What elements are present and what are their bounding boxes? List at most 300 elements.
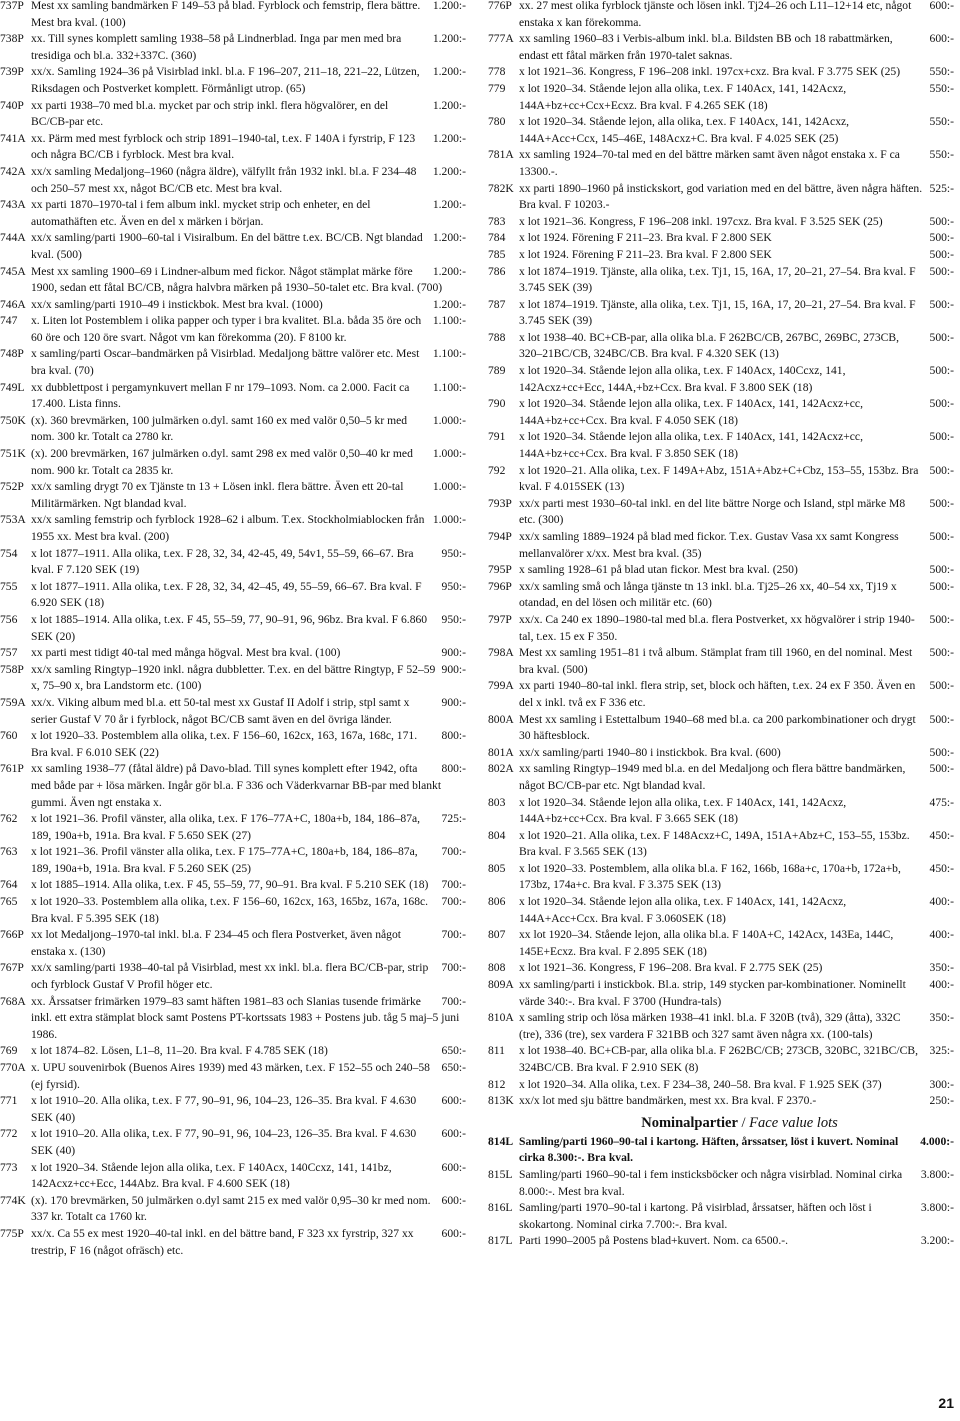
lot-number: 808 (488, 961, 506, 975)
lot-entry (488, 579, 960, 612)
lot-price: 1.200:- (432, 0, 466, 12)
lot-description-block (519, 745, 960, 762)
lot-description-block (31, 1093, 472, 1126)
lot-number: 768A (0, 994, 26, 1008)
lot-entry (488, 247, 960, 264)
lot-number: 759A (0, 695, 26, 709)
lot-description: Mest xx samling 1900–69 i Lindner-album med fickor. Något stämplat märke före 1900, sedan ett fåtal BC/CB, några halvbra märken på 1930–50-talet etc. Bra kval. (700) (31, 264, 443, 295)
lot-entry (0, 164, 472, 197)
lot-number: 754 (0, 546, 18, 560)
lot-description-block (31, 230, 472, 263)
lot-description-block (519, 363, 960, 396)
lot-price: 250:- (929, 1094, 954, 1108)
lot-number: 810A (488, 1011, 514, 1025)
lot-entry (488, 1233, 960, 1250)
lot-description: x lot 1920–34. Stående lejon alla olika, t.ex. F 140Acx, 141, 142Acxz+cc, 144A+bz+cc+Ccx. Bra kval. F 3.850 SEK (18) (519, 430, 863, 461)
lot-number: 769 (0, 1044, 18, 1058)
lot-description: x lot 1921–36. Profil vänster alla olika, t.ex. F 175–77A+C, 180a+b, 184, 186–87a, 189, 190a+b, 191a. Bra kval. F 5.260 SEK (25) (31, 845, 418, 875)
lot-description: xx samling 1924–70-tal med en del bättre märken samt även något enstaka x. F ca 13300.-. (519, 148, 900, 178)
lot-entry (488, 181, 960, 214)
lot-price: 500:- (929, 712, 954, 726)
left-column (0, 0, 472, 1259)
lot-number: 783 (488, 214, 506, 228)
lot-price: 700:- (441, 878, 466, 892)
lot-description-block (31, 546, 472, 579)
lot-number: 746A (0, 297, 26, 311)
lot-price: 500:- (929, 397, 954, 411)
lot-description-block (519, 579, 960, 612)
lot-price: 700:- (441, 994, 466, 1008)
lot-price: 500:- (929, 364, 954, 378)
lot-description: Samling/parti 1960–90-tal i fem insticksböcker och några visirblad. Nominal cirka 8.000:-. Mest bra kval. (519, 1167, 903, 1198)
lot-price: 500:- (929, 330, 954, 344)
lot-number: 757 (0, 646, 18, 660)
lot-description-block (31, 579, 472, 612)
lot-price: 700:- (441, 928, 466, 942)
lot-entry (488, 64, 960, 81)
lot-price: 500:- (929, 646, 954, 660)
lot-number: 772 (0, 1127, 18, 1141)
lot-price: 550:- (929, 81, 954, 95)
lot-entry (0, 230, 472, 263)
lot-description: xx/x samling drygt 70 ex Tjänste tn 13 + Lösen inkl. flera bättre. Även ett 20-tal Militärmärken. Ngt blandad kval. (31, 480, 404, 510)
lot-number: 737P (0, 0, 24, 12)
lot-description-block (31, 264, 472, 297)
lot-price: 500:- (929, 231, 954, 245)
lot-price: 1.000:- (432, 480, 466, 494)
lot-price: 450:- (929, 828, 954, 842)
lot-number: 809A (488, 978, 514, 992)
lot-number: 784 (488, 231, 506, 245)
lot-price: 1.200:- (432, 131, 466, 145)
lot-description: Samling/parti 1960–90-tal i kartong. Häften, årssatser, löst i kuvert. Nominal cirka 8.300:-. Bra kval. (519, 1134, 899, 1165)
lot-description-block (519, 977, 960, 1010)
lot-number: 767P (0, 961, 24, 975)
lot-description-block (519, 861, 960, 894)
lot-description: x samling 1928–61 på blad utan fickor. Mest bra kval. (250) (519, 563, 798, 577)
lot-price: 600:- (441, 1193, 466, 1207)
lot-number: 788 (488, 330, 506, 344)
lot-price: 500:- (929, 762, 954, 776)
lot-description: xx/x. Ca 55 ex mest 1920–40-tal inkl. en del bättre band, F 323 xx fyrstrip, 327 xx trestrip, F 16 (något ofräsch) etc. (31, 1226, 414, 1257)
lot-number: 771 (0, 1094, 18, 1108)
lot-description-block (519, 230, 960, 247)
lot-description-block (31, 761, 472, 811)
lot-description: xx dubblettpost i pergamynkuvert mellan F nr 179–1093. Nom. ca 2.000. Facit ca 17.400. Lista finns. (31, 380, 410, 411)
lot-entry (0, 98, 472, 131)
lot-description-block (519, 678, 960, 711)
lot-description: xx lot Medaljong–1970-tal inkl. bl.a. F 234–45 och flera Postverket, även något enstaka x. (130) (31, 928, 401, 958)
lot-price: 950:- (441, 546, 466, 560)
lot-description-block (31, 1160, 472, 1193)
lot-description-block (31, 1060, 472, 1093)
lot-description-block (519, 0, 960, 31)
lot-description-block (519, 1093, 960, 1110)
lot-number: 753A (0, 513, 26, 527)
lot-price: 1.200:- (432, 164, 466, 178)
lot-price: 650:- (441, 1061, 466, 1074)
lot-number: 751K (0, 447, 26, 461)
lot-description-block (31, 512, 472, 545)
lot-number: 748P (0, 347, 24, 361)
lot-number: 782K (488, 181, 514, 195)
lot-price: 800:- (441, 762, 466, 776)
lot-number: 815L (488, 1167, 513, 1181)
lot-number: 752P (0, 480, 24, 494)
lot-description: x lot 1920–34. Stående lejon alla olika, t.ex. F 140Acx, 140Ccxz, 141, 142Acxz+cc+Ecc, 144A,+bz+Ccx. Bra kval. F 3.800 SEK (18) (519, 364, 846, 394)
lot-price: 600:- (929, 0, 954, 12)
lot-description-block (31, 297, 472, 314)
lot-entry (0, 844, 472, 877)
lot-price: 500:- (929, 247, 954, 261)
lot-price: 400:- (929, 978, 954, 992)
lot-number: 779 (488, 81, 506, 95)
lot-description-block (31, 64, 472, 97)
lot-description: xx lot 1920–34. Stående lejon, alla olika bl.a. F 140A+C, 142Acx, 143Ea, 144C, 145E+Ecxz. Bra kval. F 2.895 SEK (18) (519, 928, 894, 958)
lot-price: 300:- (929, 1077, 954, 1091)
lot-entry (0, 313, 472, 346)
lot-entry (488, 147, 960, 180)
lot-price: 400:- (929, 895, 954, 909)
lot-description: xx. Till synes komplett samling 1938–58 på Lindnerblad. Inga par men med bra tresidiga och bl.a. 332+337C. (360) (31, 32, 402, 62)
lot-entry (0, 446, 472, 479)
lot-description: (x). 360 brevmärken, 100 julmärken o.dyl. samt 160 ex med valör 0,50–5 kr med nom. 300 kr. Totalt ca 2780 kr. (31, 413, 408, 444)
lot-entry (488, 861, 960, 894)
lot-entry (0, 612, 472, 645)
lot-description-block (31, 994, 472, 1044)
lot-number: 796P (488, 579, 512, 593)
lot-description: x lot 1874–1919. Tjänste, alla olika, t.ex. Tj1, 15, 16A, 17, 20–21, 27–54. Bra kval. F 3.745 SEK (39) (519, 264, 916, 295)
lot-description: xx samling Ringtyp–1949 med bl.a. en del Medaljong och flera bättre bandmärken, något BC/CB-par etc. Ngt blandad kval. (519, 762, 906, 792)
lot-price: 900:- (441, 646, 466, 660)
lot-entry (488, 230, 960, 247)
lot-description: x lot 1885–1914. Alla olika, t.ex. F 45, 55–59, 77, 90–91. Bra kval. F 5.210 SEK (18) (31, 878, 429, 892)
lot-description-block (519, 562, 960, 579)
lot-description: x samling/parti Oscar–bandmärken på Visirblad. Medaljong bättre valörer etc. Mest bra kval. (70) (31, 347, 420, 378)
lot-description-block (31, 844, 472, 877)
lot-description: xx parti 1890–1960 på instickskort, god variation med en del bättre, även några häften. Bra kval. F 10203.- (519, 181, 923, 212)
lot-description: x lot 1920–34. Stående lejon alla olika, t.ex. F 140Acx, 141, 142Acxz, 144A+Acc+Ccx. Bra kval. F 3.060SEK (18) (519, 895, 847, 925)
lot-price: 1.200:- (432, 65, 466, 79)
lot-number: 785 (488, 247, 506, 261)
lot-number: 805 (488, 861, 506, 875)
lot-number: 780 (488, 115, 506, 129)
lot-entry (0, 197, 472, 230)
lot-description: xx/x samling 1889–1924 på blad med fickor. T.ex. Gustav Vasa xx samt Kongress mellanvalörer x/xx. Mest bra kval. (35) (519, 530, 899, 560)
lot-description: x lot 1874–1919. Tjänste, alla olika, t.ex. Tj1, 15, 16A, 17, 20–21, 27–54. Bra kval. F 3.745 SEK (39) (519, 297, 916, 328)
lot-price: 500:- (929, 297, 954, 311)
lot-description-block (519, 712, 960, 745)
lot-number: 794P (488, 530, 512, 543)
lot-entry (0, 31, 472, 64)
lot-entry (0, 297, 472, 314)
lot-description: xx. Pärm med mest fyrblock och strip 1891–1940-tal, t.ex. F 140A i fyrstrip, F 123 och några BC/CB i fyrblock. Mest bra kval. (31, 131, 416, 162)
lot-entry (0, 546, 472, 579)
lot-description: xx. Årssatser frimärken 1979–83 samt häften 1981–83 och Slanias tusende frimärke inkl. ett extra stämplat block samt Postens PT-kortssats 1983 + Postens jub. tåg 5 maj–5 juni 1986. (31, 994, 460, 1041)
lot-description-block (519, 1010, 960, 1043)
lot-entry (488, 463, 960, 496)
lot-entry (0, 479, 472, 512)
lot-description: xx/x samling/parti 1900–60-tal i Visiralbum. En del bättre t.ex. BC/CB. Ngt blandad kval. (500) (31, 231, 423, 261)
lot-description-block (31, 346, 472, 379)
lot-number: 813K (488, 1094, 514, 1108)
lot-description-block (31, 131, 472, 164)
lot-description: Mest xx samling 1951–81 i två album. Stämplat fram till 1960, en del nominal. Mest bra kval. (500) (519, 646, 913, 676)
lot-description-block (519, 795, 960, 828)
lot-price: 350:- (929, 961, 954, 975)
right-column (488, 0, 960, 1250)
section-separator: / (737, 1114, 750, 1131)
lot-price: 3.800:- (920, 1167, 954, 1181)
lot-description-block (519, 1043, 960, 1076)
lot-description: x lot 1920–33. Postemblem, alla olika bl.a. F 162, 166b, 168a+c, 170a+b, 172a+b, 173bz, 174a+c. Bra kval. F 3.375 SEK (13) (519, 861, 901, 892)
lot-number: 814L (488, 1134, 514, 1148)
lot-description-block (31, 927, 472, 960)
lot-description-block (519, 396, 960, 429)
lot-number: 756 (0, 612, 18, 626)
lot-number: 816L (488, 1201, 513, 1215)
lot-description: x lot 1921–36. Kongress, F 196–208 inkl. 197cx+cxz. Bra kval. F 3.775 SEK (25) (519, 65, 901, 79)
lot-description: xx samling/parti i instickbok. Bl.a. strip, 149 stycken par-kombinationer. Nominellt värde 340:-. Bra kval. F 3700 (Hundra-tals) (519, 978, 906, 1008)
lot-description-block (519, 612, 960, 645)
lot-description: x lot 1874–82. Lösen, L1–8, 11–20. Bra kval. F 4.785 SEK (18) (31, 1044, 328, 1058)
lot-description-block (519, 1167, 960, 1200)
lot-description-block (519, 81, 960, 114)
lot-price: 500:- (929, 430, 954, 444)
lot-entry (488, 712, 960, 745)
lot-number: 765 (0, 895, 18, 909)
lot-description: x lot 1920–34. Stående lejon alla olika, t.ex. F 140Acx, 141, 142Acxz, 144A+bz+cc+Ccx. Bra kval. F 3.665 SEK (18) (519, 795, 847, 826)
lot-price: 650:- (441, 1044, 466, 1058)
lot-description: x lot 1921–36. Kongress, F 196–208. Bra kval. F 2.775 SEK (25) (519, 961, 823, 975)
lot-price: 3.200:- (920, 1234, 954, 1248)
lot-price: 950:- (441, 612, 466, 626)
lot-price: 1.200:- (432, 32, 466, 46)
lot-price: 900:- (441, 662, 466, 676)
lot-description-block (31, 728, 472, 761)
lot-description: x lot 1920–21. Alla olika, t.ex. F 149A+Abz, 151A+Abz+C+Cbz, 153–55, 153bz. Bra kval. F 4.015SEK (13) (519, 463, 919, 494)
lot-entry (0, 1226, 472, 1259)
lot-number: 777A (488, 32, 514, 46)
lot-description-block (519, 1233, 960, 1250)
lot-price: 500:- (929, 563, 954, 577)
lot-number: 764 (0, 878, 18, 892)
lot-description-block (519, 761, 960, 794)
lot-price: 550:- (929, 115, 954, 129)
lot-entry (488, 612, 960, 645)
lot-price: 1.000:- (432, 413, 466, 427)
lot-description: x lot 1877–1911. Alla olika, t.ex. F 28, 32, 34, 42-45, 49, 54v1, 55–59, 66–67. Bra kval. F 7.120 SEK (19) (31, 546, 414, 577)
lot-entry (0, 1193, 472, 1226)
lot-number: 795P (488, 563, 512, 577)
lot-entry (488, 1010, 960, 1043)
lot-description: x. UPU souvenirbok (Buenos Aires 1939) med 43 märken, t.ex. F 152–55 och 240–58 (ej fyrsid). (31, 1061, 430, 1091)
lot-description-block (519, 1134, 960, 1167)
lot-entry (0, 994, 472, 1044)
lot-price: 525:- (929, 181, 954, 195)
lot-description-block (31, 413, 472, 446)
lot-price: 1.200:- (432, 98, 466, 112)
lot-entry (0, 662, 472, 695)
lot-price: 1.000:- (432, 513, 466, 527)
lot-entry (0, 960, 472, 993)
lot-description: xx/x parti mest 1930–60-tal inkl. en del lite bättre Norge och Island, stpl märke M8 etc. (300) (519, 496, 906, 527)
lot-number: 739P (0, 65, 24, 79)
lot-number: 742A (0, 164, 26, 178)
lot-description: xx/x samling femstrip och fyrblock 1928–62 i album. T.ex. Stockholmiablocken från 1955 xx. Mest bra kval. (200) (31, 513, 425, 543)
lot-entry (0, 695, 472, 728)
lot-price: 400:- (929, 928, 954, 942)
lot-description-block (31, 31, 472, 64)
lot-price: 600:- (441, 1160, 466, 1174)
lot-number: 792 (488, 463, 506, 477)
lot-number: 758P (0, 662, 24, 676)
lot-price: 475:- (929, 795, 954, 809)
lot-description-block (519, 147, 960, 180)
lot-number: 760 (0, 729, 18, 743)
lot-description: xx parti mest tidigt 40-tal med många högval. Mest bra kval. (100) (31, 646, 341, 660)
lot-number: 793P (488, 496, 512, 510)
lot-number: 801A (488, 745, 514, 759)
lot-price: 500:- (929, 463, 954, 477)
lot-description: xx/x. Viking album med bl.a. ett 50-tal mest xx Gustaf II Adolf i strip, stpl samt x serier Gustaf V 70 år i fyrblock, något BC/CB samt även en del övriga länder. (31, 695, 410, 726)
lot-entry (488, 1167, 960, 1200)
lot-description: (x). 200 brevmärken, 167 julmärken o.dyl. samt 298 ex med valör 0,50–40 kr med nom. 900 kr. Totalt ca 2835 kr. (31, 447, 413, 477)
lot-entry (488, 31, 960, 64)
bold-lots (488, 1134, 960, 1167)
lot-price: 1.200:- (432, 297, 466, 311)
lot-description: xx parti 1940–80-tal inkl. flera strip, set, block och häften, t.ex. 24 ex F 350. Även en del x inkl. två ex F 336 etc. (519, 679, 916, 709)
lot-entry (0, 645, 472, 662)
lot-number: 763 (0, 845, 18, 859)
lot-price: 500:- (929, 679, 954, 693)
lot-price: 700:- (441, 895, 466, 909)
lot-description: x lot 1924. Förening F 211–23. Bra kval. F 2.800 SEK (519, 247, 772, 261)
lot-description: x lot 1920–34. Stående lejon alla olika, t.ex. F 140Acx, 141, 142Acxz, 144A+bz+cc+Ccx+Ecxz. Bra kval. F 4.265 SEK (18) (519, 81, 847, 112)
lot-entry (488, 529, 960, 562)
lot-description-block (519, 64, 960, 81)
lot-description: x lot 1938–40. BC+CB-par, alla olika bl.a. F 262BC/CB, 267BC, 269BC, 273CB, 320–21BC/CB, 324BC/CB. Bra kval. F 4.320 SEK (13) (519, 330, 899, 361)
lot-description: xx/x samling Medaljong–1960 (några äldre), välfyllt från 1932 inkl. bl.a. F 234–48 och 250–57 mest xx, något BC/CB etc. Mest bra kval. (31, 164, 417, 195)
lot-entry (0, 1060, 472, 1093)
lot-number: 803 (488, 795, 506, 809)
lot-description: x lot 1921–36. Kongress, F 196–208 inkl. 197cxz. Bra kval. F 3.525 SEK (25) (519, 214, 883, 228)
lot-description: xx/x samling/parti 1938–40-tal på Visirblad, mest xx inkl. bl.a. flera BC/CB-par, strip och fyrblock Gustaf V Profil höger etc. (31, 961, 429, 992)
lot-price: 1.100:- (432, 380, 466, 394)
lot-price: 700:- (441, 845, 466, 859)
lot-number: 744A (0, 231, 26, 245)
lot-entry (0, 877, 472, 894)
lot-price: 500:- (929, 214, 954, 228)
lot-number: 789 (488, 364, 506, 378)
lot-description-block (519, 927, 960, 960)
lot-entry (488, 927, 960, 960)
lot-description-block (519, 529, 960, 562)
lot-entry (0, 1126, 472, 1159)
lot-number: 800A (488, 712, 514, 726)
lot-description-block (31, 164, 472, 197)
lot-description: xx parti 1870–1970-tal i fem album inkl. mycket strip och enheter, en del automathäften etc. Även en del x märken i början. (31, 198, 371, 228)
lot-description: xx parti 1938–70 med bl.a. mycket par och strip inkl. flera högvalörer, en del BC/CB-par etc. (31, 98, 389, 129)
lot-price: 600:- (929, 32, 954, 46)
lot-number: 811 (488, 1044, 505, 1058)
lot-entry (488, 1134, 960, 1167)
lot-entry (0, 894, 472, 927)
lot-description: xx samling 1938–77 (fåtal äldre) på Davo-blad. Till synes komplett efter 1942, ofta med både par + lösa märken. Ingår gör bl.a. F 336 och Väderkvarnar BB-par med blankt gummi. Även ngt enstaka x. (31, 762, 442, 809)
lot-entry (488, 1043, 960, 1076)
lot-entry (0, 761, 472, 811)
lot-number: 740P (0, 98, 24, 112)
section-title-en: Face value lots (749, 1114, 838, 1131)
lot-description-block (519, 264, 960, 297)
lot-price: 4.000:- (920, 1134, 954, 1148)
lot-number: 755 (0, 579, 18, 593)
lot-description: xx/x samling/parti 1940–80 i instickbok. Bra kval. (600) (519, 745, 781, 759)
lot-number: 786 (488, 264, 506, 278)
lot-description-block (31, 645, 472, 662)
lot-description: xx. 27 mest olika fyrblock tjänste och lösen inkl. Tj24–26 och L11–12+14 etc, något enstaka x kan förekomma. (519, 0, 912, 29)
lot-entry (488, 81, 960, 114)
lot-description-block (519, 828, 960, 861)
section-heading (488, 1114, 960, 1133)
lot-price: 3.800:- (920, 1201, 954, 1215)
lot-description: x lot 1920–33. Postemblem alla olika, t.ex. F 156–60, 162cx, 163, 165bz, 167a, 168c. Bra kval. F 5.395 SEK (18) (31, 895, 429, 925)
lot-price: 550:- (929, 65, 954, 79)
lot-entry (488, 214, 960, 231)
lot-price: 500:- (929, 745, 954, 759)
lot-description: xx/x. Ca 240 ex 1890–1980-tal med bl.a. flera Postverket, xx högvalörer i strip 1940-tal, t.ex. 15 ex F 350. (519, 612, 915, 643)
lot-price: 1.000:- (432, 447, 466, 461)
lot-number: 776P (488, 0, 512, 12)
lot-description: x lot 1920–33. Postemblem alla olika, t.ex. F 156–60, 162cx, 163, 167a, 168c, 171. Bra kval. F 6.010 SEK (22) (31, 729, 418, 759)
lot-description-block (519, 247, 960, 264)
lot-description: x lot 1920–34. Alla olika, t.ex. F 234–38, 240–58. Bra kval. F 1.925 SEK (37) (519, 1077, 882, 1091)
lot-entry (488, 0, 960, 31)
lot-description-block (519, 114, 960, 147)
lot-description: x samling strip och lösa märken 1938–41 inkl. bl.a. F 320B (två), 329 (åtta), 332C (tre), 336 (tre), sex vardera F 321BB och 327 samt även några xx. (100-tals) (519, 1011, 901, 1041)
lot-number: 798A (488, 646, 514, 660)
lot-price: 325:- (929, 1044, 954, 1058)
lot-description-block (31, 0, 472, 31)
lot-number: 745A (0, 264, 26, 278)
lot-price: 500:- (929, 264, 954, 278)
lot-entry (488, 114, 960, 147)
lot-description-block (31, 479, 472, 512)
lot-description-block (31, 1193, 472, 1226)
lot-entry (0, 927, 472, 960)
lot-number: 791 (488, 430, 506, 444)
lot-description: x. Liten lot Postemblem i olika papper och typer i bra kvalitet. Bl.a. båda 35 öre och 60 öre och 120 öre svart. Något vm kan förekomma (20). F 8100 kr. (31, 314, 422, 344)
lot-price: 600:- (441, 1094, 466, 1108)
lot-description-block (519, 463, 960, 496)
lot-description-block (31, 877, 472, 894)
lot-entry (0, 811, 472, 844)
lot-description-block (519, 31, 960, 64)
lot-description-block (519, 429, 960, 462)
lot-entry (488, 396, 960, 429)
lot-description-block (519, 214, 960, 231)
lot-number: 749L (0, 380, 25, 394)
lot-number: 781A (488, 148, 514, 162)
lot-number: 790 (488, 397, 506, 411)
lot-number: 761P (0, 762, 24, 776)
lot-description: (x). 170 brevmärken, 50 julmärken o.dyl samt 215 ex med valör 0,95–30 kr med nom. 337 kr. Totalt ca 1760 kr. (31, 1193, 431, 1224)
lot-number: 812 (488, 1077, 506, 1091)
lot-description: Mest xx samling i Estettalbum 1940–68 med bl.a. ca 200 parkombinationer och drygt 30 häftesblock. (519, 712, 916, 743)
lot-entry (0, 380, 472, 413)
lot-number: 774K (0, 1193, 26, 1207)
lot-price: 600:- (441, 1226, 466, 1240)
